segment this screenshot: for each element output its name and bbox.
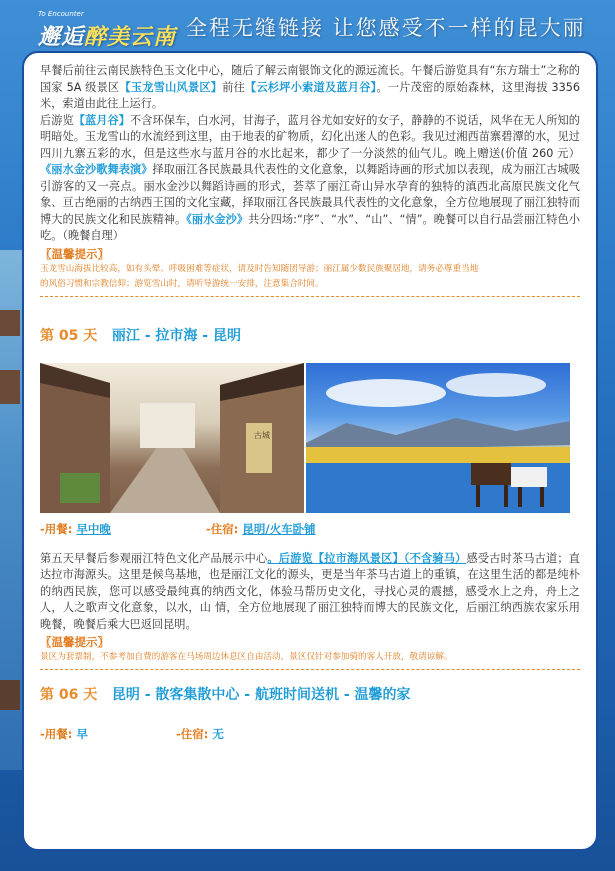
- day6-number: 第 06 天: [40, 687, 98, 703]
- slogan: 全程无缝链接 让您感受不一样的昆大丽: [186, 16, 586, 40]
- day4-tip-text-line-1: 玉龙雪山海拔比较高，如有头晕、呼吸困难等症状，请及时告知随团导游；丽江属少数民族聚居地，请务必尊重当地: [40, 263, 479, 274]
- brand-logo: [38, 10, 178, 50]
- day5-heading: [40, 325, 580, 345]
- highlight-show-title-short: 《丽水金沙》: [186, 212, 249, 226]
- itinerary-content: [40, 63, 580, 744]
- lake-horses-illustration: [306, 363, 570, 513]
- text-span: 早餐后前往云南民族特色玉文化中心，随后了解云南银饰文化的源远流长。午餐后游览具有“东方瑞士”之称的国家 5A 级景区: [40, 64, 580, 94]
- day5-tip-text: 景区为套票制，不参考加自费的游客在马场周边休息区自由活动，景区仅针对参加骑的客人开放，敬请谅解。: [40, 652, 453, 662]
- text-span: 共分四场:“序”、“水”、“山”、“情”。晚餐可以自行品尝丽江特色小吃。（晚餐自理）: [40, 212, 580, 242]
- stay-label: -住宿:: [176, 727, 209, 741]
- highlight-blue-moon-valley: 【蓝月谷】: [73, 113, 131, 127]
- day5-paragraph: [40, 551, 580, 634]
- left-scenery-decoration: [0, 250, 22, 770]
- top-banner: [0, 0, 615, 50]
- day5-meal: [40, 521, 111, 537]
- logo-tagline: To Encounter: [38, 10, 84, 18]
- itinerary-card: [22, 51, 598, 851]
- text-span: 后游览: [40, 113, 74, 127]
- stay-label: -住宿:: [206, 521, 239, 536]
- meal-value: 早: [76, 727, 88, 741]
- old-town-street-photo: [40, 363, 304, 513]
- stay-value: 无: [212, 727, 224, 741]
- old-town-street-illustration: [40, 363, 304, 513]
- day4-tip-title: 〖温馨提示〗: [40, 246, 109, 261]
- text-span: 感受古时茶马古道；直达拉市海源头。这里是候鸟基地，也是丽江文化的源头，更是当年茶马古道上的重镇，在这里生活的都是纯朴的纳西民族，您可以感受最纯真的纳西文化，体验马帮历史文化，寻找心灵的震撼，感受水上之舟，舟上之人，人之歌声文化意象，以水，山 情，全方位地展现了丽江独特而博大的民族文化，后丽江纳西族农家乐用晚餐，晚餐后乘大巴返回昆明。: [40, 551, 580, 631]
- day4-tip-text-line-2: 的风俗习惯和宗教信仰；游览雪山时，请听导游统一安排，注意集合时间。: [40, 278, 324, 289]
- meal-label: -用餐:: [40, 727, 73, 741]
- day5-route: 丽江 - 拉市海 - 昆明: [111, 327, 241, 344]
- highlight-lashi-lake: 。后游览【拉市海风景区】（不含骑马）: [267, 551, 467, 565]
- day5-number: 第 05 天: [40, 327, 98, 344]
- highlight-show-title: 《丽水金沙歌舞表演》: [40, 163, 153, 176]
- village-house-decoration: [0, 680, 20, 710]
- village-house-decoration: [0, 310, 20, 336]
- logo-title-b: 醉美云南: [84, 25, 177, 50]
- highlight-cableway-blue-moon: 【云杉坪小索道及蓝月谷】: [245, 80, 377, 94]
- day4-paragraph-2: [40, 113, 580, 245]
- lashi-lake-horses-photo: [306, 363, 570, 513]
- village-house-decoration: [0, 370, 20, 404]
- shop-sign: 古城: [254, 430, 270, 440]
- text-span: 第五天早餐后参观丽江特色文化产品展示中心: [40, 551, 268, 565]
- meal-label: -用餐:: [40, 521, 73, 536]
- logo-title-a: 邂逅: [38, 25, 85, 50]
- stay-value: 昆明/火车卧铺: [242, 521, 316, 536]
- highlight-jade-snow-mountain: 【玉龙雪山风景区】: [119, 80, 223, 94]
- section-divider: [40, 669, 580, 670]
- day5-meal-stay-row: [40, 521, 580, 539]
- day6-heading: [40, 684, 580, 704]
- day6-meal: [40, 726, 88, 742]
- text-span: 择取丽江各民族最具代表性的文化意象，以舞蹈诗画的形式加以表现，成为丽江古城吸引游客的又一亮点。丽水金沙以舞蹈诗画的形式，荟萃了丽江奇山异水孕育的独特的滇西北高原民族文化气象、亘古绝丽的古纳西王国的文化宝藏，择取丽江各民族最具代表性的文化意象，全方位地展现了丽江独特而博大的民族文化和民族精神。: [40, 163, 580, 226]
- day6-route: 昆明 - 散客集散中心 - 航班时间送机 - 温馨的家: [111, 687, 411, 703]
- day6-stay: [176, 726, 224, 742]
- day5-tip-title: 〖温馨提示〗: [40, 635, 109, 649]
- text-span: 不含环保车，白水河，甘海子，蓝月谷尤如安好的女子，静静的不说话，风华在无人所知的明暗处。玉龙雪山的水流经到这里，由于地表的矿物质，幻化出迷人的色彩。我见过湘西苗寨碧潭的水，见过四川九寨五彩的水，但是这些水与蓝月谷的水比起来，都少了一分淡然的仙气儿。晚上赠送(价值 260 元）: [40, 113, 580, 160]
- day6-meal-stay-row: [40, 726, 580, 744]
- day5-stay: [206, 521, 316, 537]
- day4-paragraph-1: [40, 63, 580, 113]
- logo-title: [38, 20, 176, 51]
- text-span: 前往: [222, 80, 246, 94]
- section-divider: [40, 296, 580, 297]
- meal-value: 早中晚: [76, 521, 111, 536]
- text-span: 。一片茂密的原始森林，这里海拔 3356 米，索道由此往上运行。: [40, 80, 580, 110]
- day5-photos: [40, 363, 570, 513]
